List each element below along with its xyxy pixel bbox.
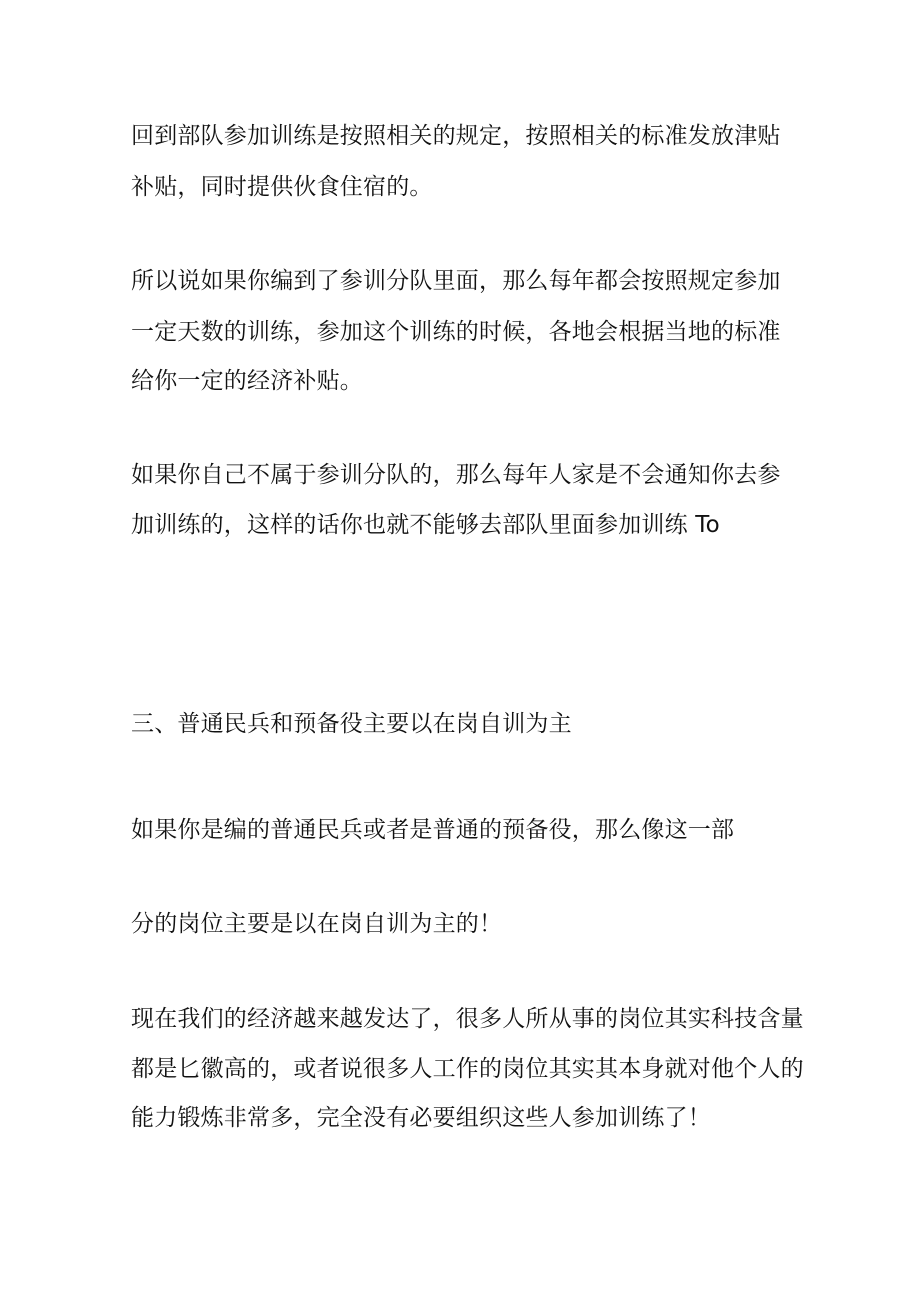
paragraph-2-line-3: 给你一定的经济补贴。 <box>131 368 363 394</box>
paragraph-5-line-1: 分的岗位主要是以在岗自训为主的！ <box>131 911 503 937</box>
paragraph-6-line-1: 现在我们的经济越来越发达了，很多人所从事的岗位其实科技含量 <box>131 1006 804 1032</box>
paragraph-4-line-1: 如果你是编的普通民兵或者是普通的预备役，那么像这一部 <box>131 817 735 843</box>
section-heading: 三、普通民兵和预备役主要以在岗自训为主 <box>131 711 572 737</box>
paragraph-2-line-1: 所以说如果你编到了参训分队里面，那么每年都会按照规定参加 <box>131 268 781 294</box>
paragraph-1-line-1: 回到部队参加训练是按照相关的规定，按照相关的标准发放津贴 <box>131 123 781 149</box>
paragraph-6-line-3: 能力锻炼非常多，完全没有必要组织这些人参加训练了！ <box>131 1105 711 1131</box>
paragraph-6-line-2: 都是匕徽高的，或者说很多人工作的岗位其实其本身就对他个人的 <box>131 1056 804 1082</box>
paragraph-1-line-2: 补贴，同时提供伙食住宿的。 <box>131 174 433 200</box>
paragraph-2-line-2: 一定天数的训练，参加这个训练的时候，各地会根据当地的标准 <box>131 319 781 345</box>
paragraph-3-line-2: 加训练的，这样的话你也就不能够去部队里面参加训练 To <box>131 512 720 538</box>
paragraph-3-line-1: 如果你自己不属于参训分队的，那么每年人家是不会通知你去参 <box>131 462 781 488</box>
